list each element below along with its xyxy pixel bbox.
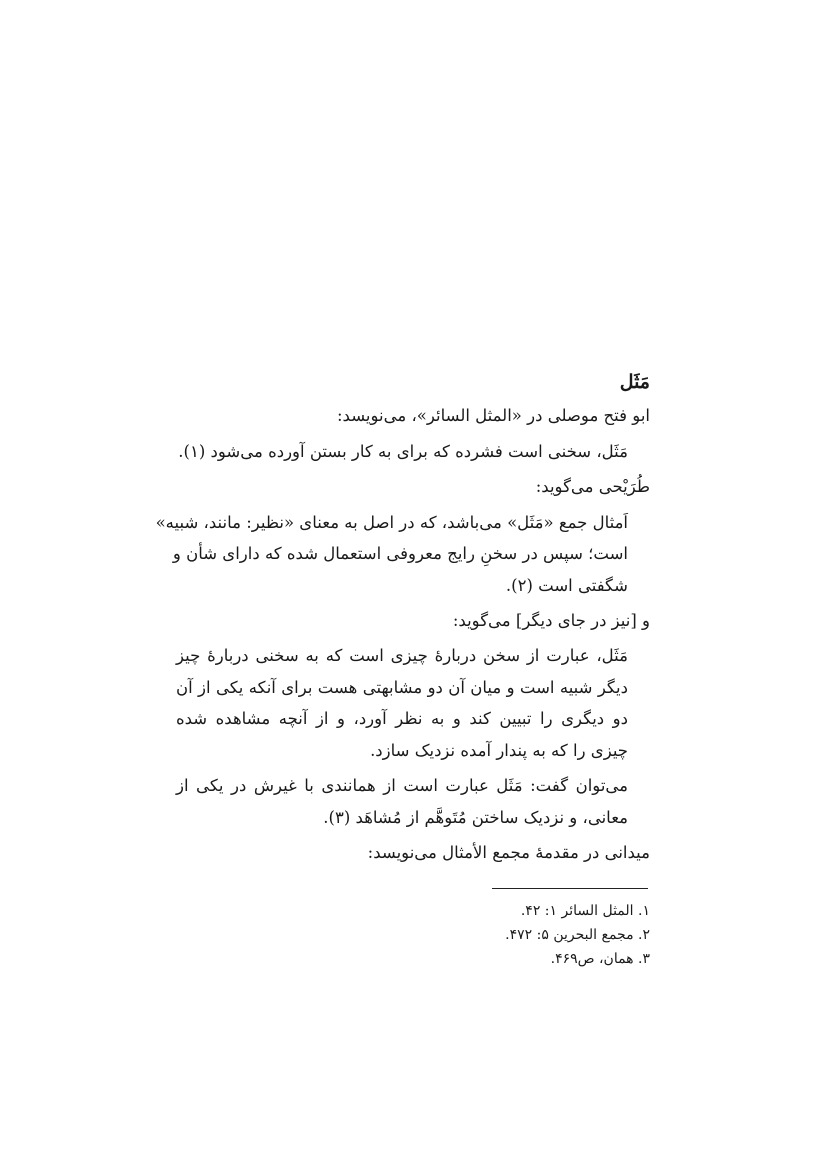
footnote-divider <box>492 888 648 889</box>
footnote: ۲. مجمع البحرین ۵: ۴۷۲. <box>505 927 650 943</box>
body-line: و [نیز در جای دیگر] می‌گوید: <box>452 611 650 630</box>
quote-line: دو دیگری را تبیین کند و به نظر آورد، و از آنچه مشاهده شده <box>176 709 628 728</box>
footnote: ۱. المثل السائر ۱: ۴۲. <box>520 903 650 919</box>
quote-line: مَثَل، عبارت از سخن دربارهٔ چیزی است که به سخنی دربارهٔ چیز <box>176 646 628 665</box>
quote-line: دیگر شبیه است و میان آن دو مشابهتی هست برای آنکه یکی از آن <box>176 678 628 697</box>
section-heading: مَثَل <box>619 371 650 393</box>
footnote: ۳. همان، ص۴۶۹. <box>550 951 650 967</box>
quote-line: شگفتی است (۲). <box>505 576 628 595</box>
quote-line: چیزی را که به پندار آمده نزدیک سازد. <box>370 741 628 760</box>
quote-line: اَمثال جمع «مَثَل» می‌باشد، که در اصل به معنای «نظیر: مانند، شبیه» <box>155 513 628 532</box>
body-line: طُرَیْحی می‌گوید: <box>535 477 650 496</box>
quote-line: است؛ سپس در سخنِ رایج معروفی استعمال شده که دارای شأن و <box>172 544 628 563</box>
body-line: میدانی در مقدمهٔ مجمع الأمثال می‌نویسد: <box>367 843 650 862</box>
quote-line: معانی، و نزدیک ساختن مُتَوهَّم از مُشاهَد (۳). <box>323 808 628 827</box>
body-line: ابو فتح موصلی در «المثل السائر»، می‌نویسد: <box>336 406 650 425</box>
quote-line: مَثَل، سخنی است فشرده که برای به کار بستن آورده می‌شود (۱). <box>178 442 628 461</box>
quote-line: می‌توان گفت: مَثَل عبارت است از همانندی با غیرش در یکی از <box>176 776 628 795</box>
